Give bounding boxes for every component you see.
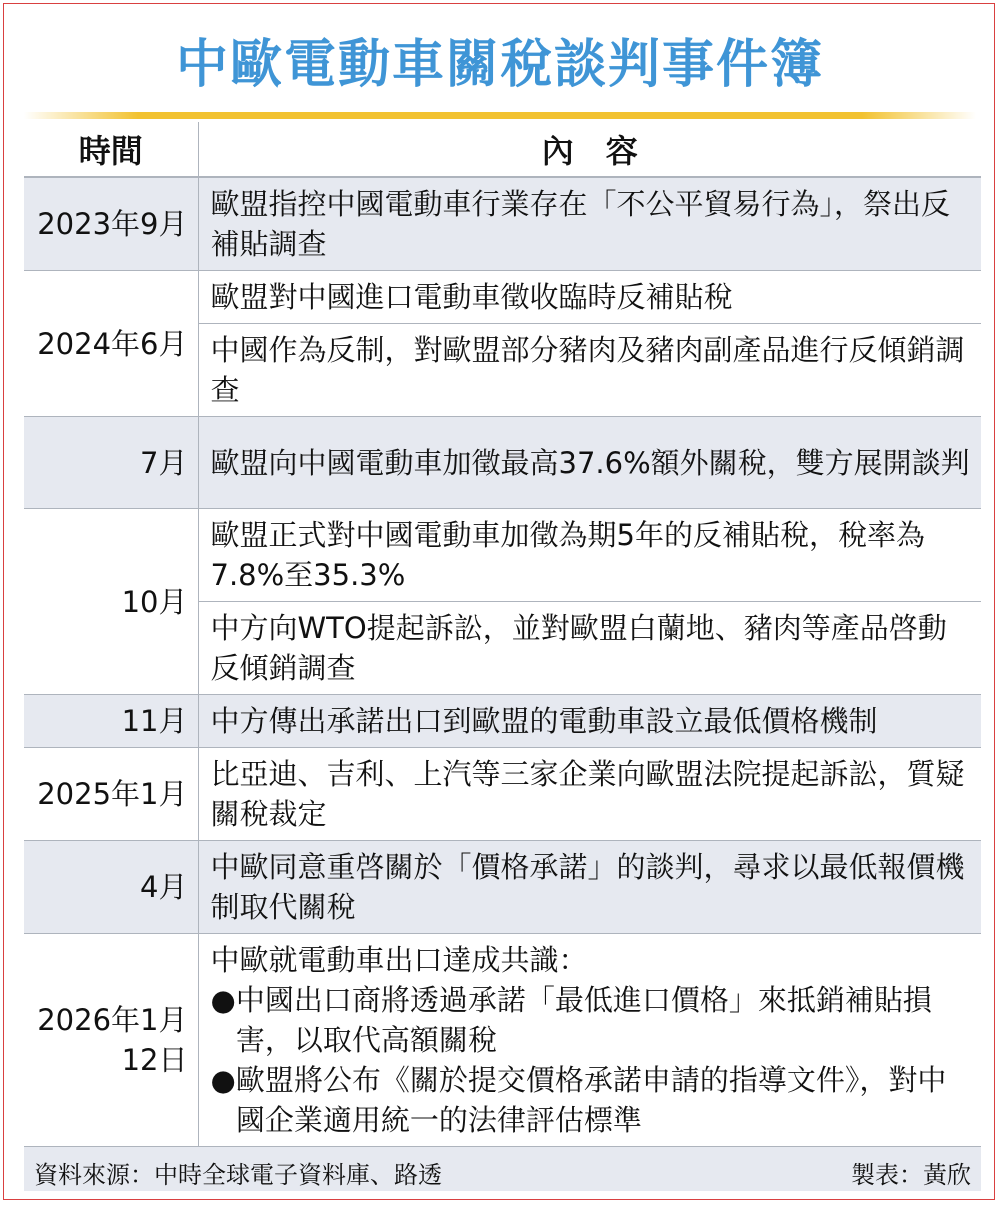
- bullet-text: 中國出口商將透過承諾「最低進口價格」來抵銷補貼損害，以取代高額關稅: [235, 983, 932, 1057]
- row-time: 2025年1月: [24, 748, 198, 841]
- row-content: 歐盟對中國進口電動車徵收臨時反補貼稅: [198, 271, 981, 324]
- row-content: 歐盟指控中國電動車行業存在「不公平貿易行為」，祭出反補貼調查: [198, 177, 981, 271]
- list-item: [211, 980, 972, 1060]
- bullet-icon: ●: [210, 1063, 236, 1097]
- row-time: 11月: [24, 695, 198, 748]
- row-time: 7月: [24, 417, 198, 509]
- row-content: 歐盟向中國電動車加徵最高37.6%額外關稅，雙方展開談判: [198, 417, 981, 509]
- bullet-text: 歐盟將公布《關於提交價格承諾申請的指導文件》，對中國企業適用統一的法律評估標準: [235, 1063, 947, 1137]
- list-item: [211, 1060, 972, 1140]
- row-content: 中歐同意重啓關於「價格承諾」的談判，尋求以最低報價機制取代關稅: [198, 841, 981, 934]
- source-note: 資料來源：中時全球電子資料庫、路透: [34, 1161, 442, 1189]
- table-row: [24, 417, 981, 509]
- gold-divider: [24, 112, 976, 119]
- header-time: 時間: [24, 122, 198, 177]
- row-time: 2023年9月: [24, 177, 198, 271]
- timeline-table: [24, 122, 981, 1147]
- table-row: [24, 509, 981, 602]
- row-time: 10月: [24, 509, 198, 695]
- table-row: [24, 748, 981, 841]
- row-content: 比亞迪、吉利、上汽等三家企業向歐盟法院提起訴訟，質疑關稅裁定: [198, 748, 981, 841]
- row-content: 中方傳出承諾出口到歐盟的電動車設立最低價格機制: [198, 695, 981, 748]
- row-time-line1: 2026年1月: [37, 1003, 188, 1037]
- row-content: [198, 934, 981, 1147]
- bullet-icon: ●: [210, 983, 236, 1017]
- row-content: 中國作為反制，對歐盟部分豬肉及豬肉副產品進行反傾銷調查: [198, 324, 981, 417]
- table-row: [24, 271, 981, 324]
- table-header: [24, 122, 981, 177]
- row-time: 4月: [24, 841, 198, 934]
- table-row: [24, 934, 981, 1147]
- row-content: 歐盟正式對中國電動車加徵為期5年的反補貼稅，稅率為7.8%至35.3%: [198, 509, 981, 602]
- table-row: [24, 695, 981, 748]
- table-row: [24, 177, 981, 271]
- row-time: 2024年6月: [24, 271, 198, 417]
- row-content-lead: 中歐就電動車出口達成共識：: [210, 943, 588, 977]
- row-time: [24, 934, 198, 1147]
- page-title: 中歐電動車關稅談判事件簿: [175, 35, 824, 95]
- row-content: 中方向WTO提起訴訟，並對歐盟白蘭地、豬肉等產品啓動反傾銷調查: [198, 602, 981, 695]
- maker-credit: 製表：黃欣: [851, 1161, 971, 1189]
- infographic-frame: [3, 3, 995, 1200]
- row-time-line2: 12日: [121, 1043, 188, 1077]
- footer: [24, 1147, 981, 1191]
- header-content: 內 容: [198, 122, 981, 177]
- table-row: [24, 841, 981, 934]
